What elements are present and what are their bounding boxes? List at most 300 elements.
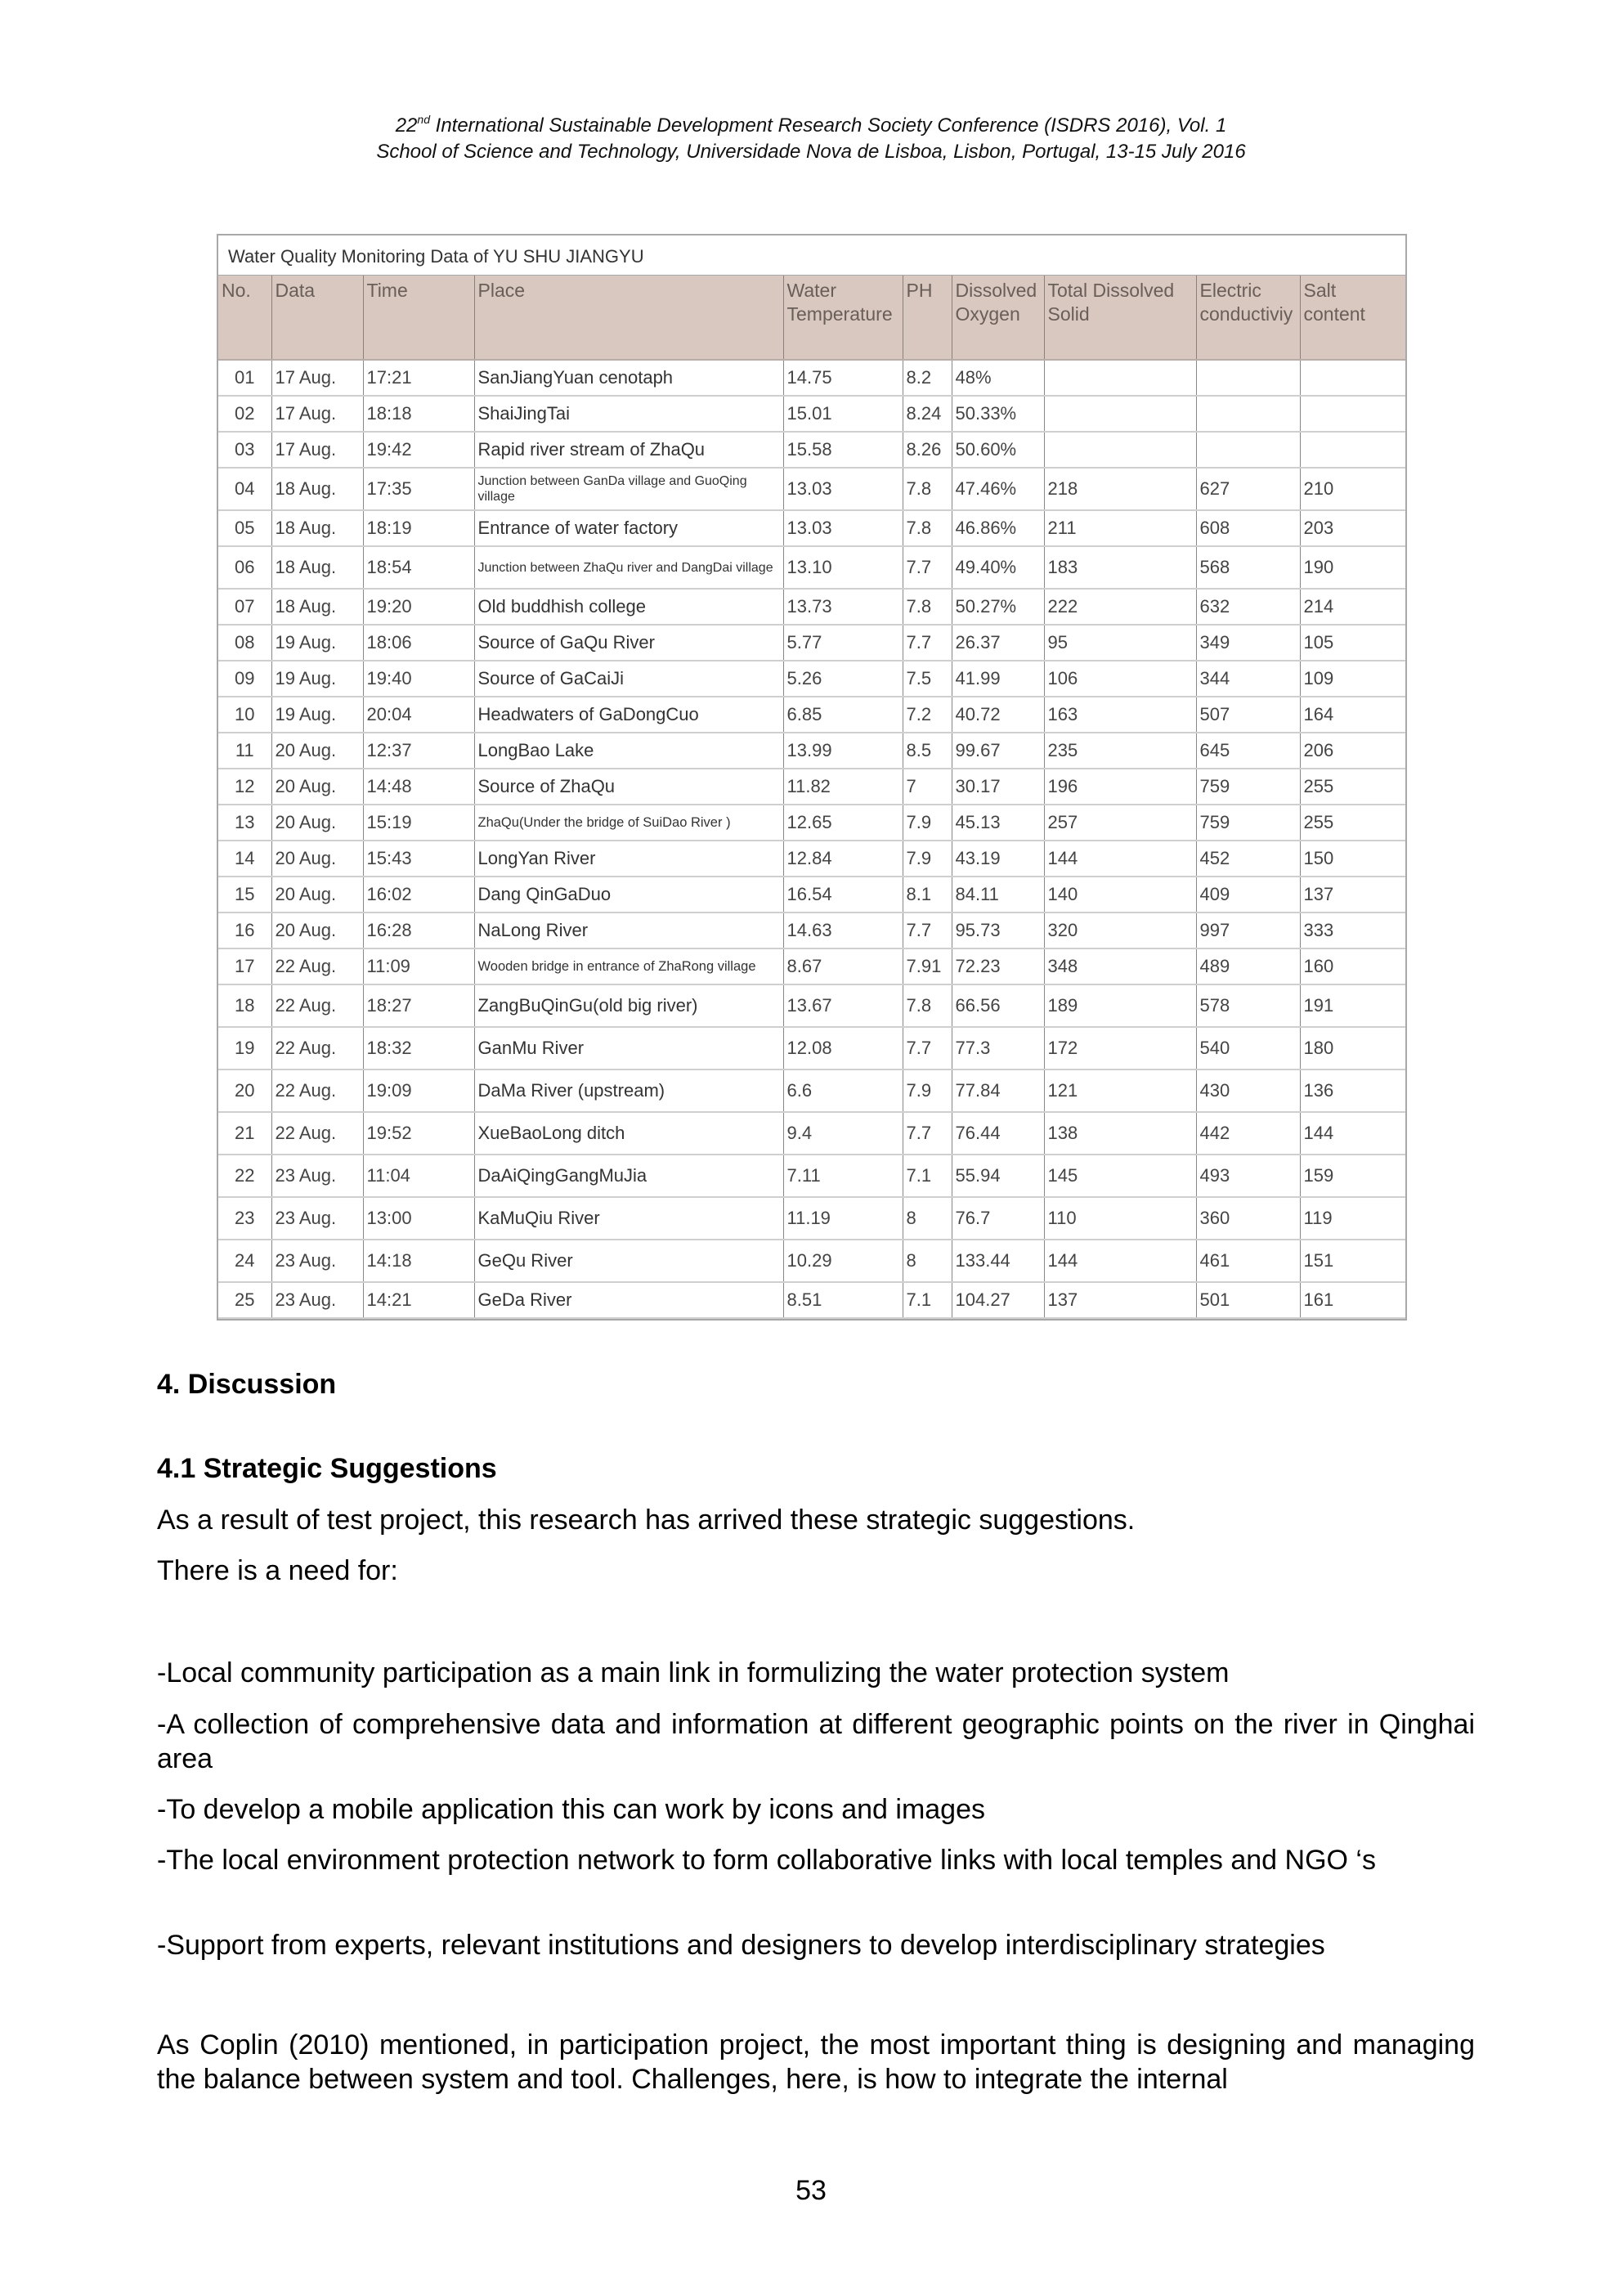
cell-ph: 7.8 (903, 589, 952, 625)
cell-salt-content: 210 (1300, 468, 1405, 510)
cell-no: 15 (218, 877, 271, 913)
cell-total-dissolved-solid: 211 (1044, 510, 1196, 546)
cell-electric-conductivity: 759 (1196, 805, 1300, 841)
cell-electric-conductivity: 360 (1196, 1197, 1300, 1240)
page-number: 53 (795, 2175, 827, 2206)
cell-no: 24 (218, 1240, 271, 1282)
cell-ph: 7.8 (903, 510, 952, 546)
cell-salt-content: 160 (1300, 948, 1405, 984)
table-row (218, 1070, 1405, 1112)
cell-salt-content: 203 (1300, 510, 1405, 546)
cell-electric-conductivity: 568 (1196, 546, 1300, 589)
cell-water-temperature: 15.58 (783, 432, 903, 468)
cell-water-temperature: 16.54 (783, 877, 903, 913)
cell-ph: 7.91 (903, 948, 952, 984)
cell-dissolved-oxygen: 84.11 (952, 877, 1044, 913)
cell-total-dissolved-solid: 121 (1044, 1070, 1196, 1112)
cell-ph: 8.26 (903, 432, 952, 468)
cell-no: 13 (218, 805, 271, 841)
cell-place: Dang QinGaDuo (474, 877, 783, 913)
cell-salt-content: 151 (1300, 1240, 1405, 1282)
cell-ph: 7.9 (903, 1070, 952, 1112)
cell-total-dissolved-solid: 144 (1044, 841, 1196, 877)
cell-water-temperature: 13.03 (783, 468, 903, 510)
cell-electric-conductivity: 493 (1196, 1155, 1300, 1197)
cell-water-temperature: 6.85 (783, 697, 903, 733)
cell-place: Junction between ZhaQu river and DangDai village (474, 546, 783, 589)
cell-no: 06 (218, 546, 271, 589)
cell-dissolved-oxygen: 49.40% (952, 546, 1044, 589)
cell-dissolved-oxygen: 77.3 (952, 1027, 1044, 1070)
cell-place: Source of ZhaQu (474, 769, 783, 805)
cell-time: 18:27 (363, 984, 474, 1027)
cell-dissolved-oxygen: 46.86% (952, 510, 1044, 546)
cell-date: 22 Aug. (271, 1070, 363, 1112)
suggestion-item: -To develop a mobile application this can work by icons and images (157, 1794, 985, 1825)
cell-time: 14:18 (363, 1240, 474, 1282)
cell-salt-content (1300, 432, 1405, 468)
cell-ph: 8 (903, 1240, 952, 1282)
table-row (218, 589, 1405, 625)
cell-electric-conductivity: 430 (1196, 1070, 1300, 1112)
cell-water-temperature: 8.51 (783, 1282, 903, 1318)
cell-salt-content: 159 (1300, 1155, 1405, 1197)
cell-water-temperature: 5.26 (783, 661, 903, 697)
cell-electric-conductivity (1196, 360, 1300, 396)
cell-time: 18:18 (363, 396, 474, 432)
cell-electric-conductivity: 461 (1196, 1240, 1300, 1282)
cell-water-temperature: 10.29 (783, 1240, 903, 1282)
table-row (218, 1027, 1405, 1070)
cell-time: 18:19 (363, 510, 474, 546)
cell-dissolved-oxygen: 47.46% (952, 468, 1044, 510)
cell-water-temperature: 8.67 (783, 948, 903, 984)
cell-water-temperature: 13.10 (783, 546, 903, 589)
cell-place: KaMuQiu River (474, 1197, 783, 1240)
table-row (218, 432, 1405, 468)
cell-dissolved-oxygen: 50.27% (952, 589, 1044, 625)
cell-ph: 7.8 (903, 468, 952, 510)
table-row (218, 805, 1405, 841)
cell-salt-content: 161 (1300, 1282, 1405, 1318)
cell-salt-content: 180 (1300, 1027, 1405, 1070)
lead-paragraph: There is a need for: (157, 1555, 398, 1586)
cell-place: GanMu River (474, 1027, 783, 1070)
table-row (218, 396, 1405, 432)
column-header-no: No. (218, 276, 271, 360)
cell-date: 23 Aug. (271, 1197, 363, 1240)
cell-water-temperature: 14.63 (783, 913, 903, 948)
cell-dissolved-oxygen: 26.37 (952, 625, 1044, 661)
cell-total-dissolved-solid: 145 (1044, 1155, 1196, 1197)
cell-water-temperature: 12.08 (783, 1027, 903, 1070)
cell-time: 16:28 (363, 913, 474, 948)
cell-total-dissolved-solid: 183 (1044, 546, 1196, 589)
table-row (218, 948, 1405, 984)
cell-place: NaLong River (474, 913, 783, 948)
cell-no: 04 (218, 468, 271, 510)
column-header-ph: PH (903, 276, 952, 360)
cell-dissolved-oxygen: 43.19 (952, 841, 1044, 877)
cell-ph: 7 (903, 769, 952, 805)
cell-place: Old buddhish college (474, 589, 783, 625)
cell-ph: 7.9 (903, 805, 952, 841)
cell-date: 18 Aug. (271, 589, 363, 625)
cell-total-dissolved-solid: 138 (1044, 1112, 1196, 1155)
table-row (218, 510, 1405, 546)
water-quality-table (218, 276, 1405, 1319)
column-header-salt-content: Salt content (1300, 276, 1405, 360)
cell-place: LongBao Lake (474, 733, 783, 769)
table-row (218, 625, 1405, 661)
cell-ph: 8.24 (903, 396, 952, 432)
cell-ph: 8.1 (903, 877, 952, 913)
cell-no: 22 (218, 1155, 271, 1197)
column-header-total-dissolved-solid: Total Dissolved Solid (1044, 276, 1196, 360)
cell-dissolved-oxygen: 133.44 (952, 1240, 1044, 1282)
cell-dissolved-oxygen: 104.27 (952, 1282, 1044, 1318)
running-header-line-1: 22nd International Sustainable Development Research Society Conference (ISDRS 2016), Vol. 1 (395, 113, 1227, 137)
cell-place: LongYan River (474, 841, 783, 877)
cell-water-temperature: 9.4 (783, 1112, 903, 1155)
cell-water-temperature: 6.6 (783, 1070, 903, 1112)
cell-ph: 8.5 (903, 733, 952, 769)
cell-ph: 7.2 (903, 697, 952, 733)
cell-no: 17 (218, 948, 271, 984)
cell-time: 19:52 (363, 1112, 474, 1155)
cell-place: Wooden bridge in entrance of ZhaRong village (474, 948, 783, 984)
cell-total-dissolved-solid: 95 (1044, 625, 1196, 661)
cell-ph: 8 (903, 1197, 952, 1240)
cell-dissolved-oxygen: 72.23 (952, 948, 1044, 984)
cell-water-temperature: 7.11 (783, 1155, 903, 1197)
cell-dissolved-oxygen: 55.94 (952, 1155, 1044, 1197)
cell-salt-content: 191 (1300, 984, 1405, 1027)
cell-electric-conductivity: 759 (1196, 769, 1300, 805)
cell-date: 22 Aug. (271, 1027, 363, 1070)
cell-electric-conductivity: 507 (1196, 697, 1300, 733)
table-body (218, 360, 1405, 1318)
table-row (218, 913, 1405, 948)
cell-salt-content: 164 (1300, 697, 1405, 733)
cell-no: 12 (218, 769, 271, 805)
table-row (218, 769, 1405, 805)
cell-place: XueBaoLong ditch (474, 1112, 783, 1155)
cell-place: Source of GaCaiJi (474, 661, 783, 697)
cell-time: 18:54 (363, 546, 474, 589)
cell-water-temperature: 11.19 (783, 1197, 903, 1240)
cell-water-temperature: 11.82 (783, 769, 903, 805)
cell-no: 16 (218, 913, 271, 948)
cell-date: 22 Aug. (271, 948, 363, 984)
cell-place: GeDa River (474, 1282, 783, 1318)
cell-date: 20 Aug. (271, 913, 363, 948)
cell-date: 18 Aug. (271, 468, 363, 510)
cell-total-dissolved-solid (1044, 360, 1196, 396)
cell-date: 19 Aug. (271, 625, 363, 661)
cell-time: 18:32 (363, 1027, 474, 1070)
cell-date: 20 Aug. (271, 733, 363, 769)
cell-water-temperature: 12.65 (783, 805, 903, 841)
cell-dissolved-oxygen: 48% (952, 360, 1044, 396)
cell-ph: 8.2 (903, 360, 952, 396)
cell-total-dissolved-solid: 218 (1044, 468, 1196, 510)
cell-water-temperature: 13.99 (783, 733, 903, 769)
cell-salt-content: 136 (1300, 1070, 1405, 1112)
cell-salt-content: 144 (1300, 1112, 1405, 1155)
cell-ph: 7.7 (903, 1112, 952, 1155)
cell-dissolved-oxygen: 99.67 (952, 733, 1044, 769)
cell-total-dissolved-solid: 222 (1044, 589, 1196, 625)
cell-ph: 7.7 (903, 546, 952, 589)
cell-place: GeQu River (474, 1240, 783, 1282)
cell-water-temperature: 15.01 (783, 396, 903, 432)
intro-paragraph: As a result of test project, this research has arrived these strategic suggestions. (157, 1505, 1136, 1536)
closing-paragraph: As Coplin (2010) mentioned, in participation project, the most important thing is designing and managing the balance between system and tool. Challenges, here, is how to integrate the internal (157, 2029, 1475, 2095)
cell-salt-content: 105 (1300, 625, 1405, 661)
cell-place: ShaiJingTai (474, 396, 783, 432)
cell-date: 19 Aug. (271, 697, 363, 733)
cell-date: 19 Aug. (271, 661, 363, 697)
suggestion-item: -A collection of comprehensive data and information at different geographic points on the river in Qinghai area (157, 1709, 1475, 1774)
cell-time: 11:04 (363, 1155, 474, 1197)
cell-no: 21 (218, 1112, 271, 1155)
cell-ph: 7.1 (903, 1282, 952, 1318)
cell-total-dissolved-solid: 235 (1044, 733, 1196, 769)
cell-electric-conductivity: 645 (1196, 733, 1300, 769)
cell-no: 08 (218, 625, 271, 661)
cell-no: 07 (218, 589, 271, 625)
cell-place: Entrance of water factory (474, 510, 783, 546)
cell-time: 20:04 (363, 697, 474, 733)
cell-salt-content: 206 (1300, 733, 1405, 769)
cell-place: DaMa River (upstream) (474, 1070, 783, 1112)
cell-date: 20 Aug. (271, 877, 363, 913)
cell-water-temperature: 14.75 (783, 360, 903, 396)
cell-ph: 7.8 (903, 984, 952, 1027)
cell-water-temperature: 13.03 (783, 510, 903, 546)
cell-place: SanJiangYuan cenotaph (474, 360, 783, 396)
cell-dissolved-oxygen: 45.13 (952, 805, 1044, 841)
cell-no: 14 (218, 841, 271, 877)
cell-electric-conductivity: 409 (1196, 877, 1300, 913)
cell-electric-conductivity: 344 (1196, 661, 1300, 697)
cell-dissolved-oxygen: 77.84 (952, 1070, 1044, 1112)
cell-salt-content: 255 (1300, 805, 1405, 841)
table-row (218, 468, 1405, 510)
cell-water-temperature: 13.73 (783, 589, 903, 625)
cell-electric-conductivity: 627 (1196, 468, 1300, 510)
cell-total-dissolved-solid: 137 (1044, 1282, 1196, 1318)
cell-salt-content: 214 (1300, 589, 1405, 625)
cell-date: 20 Aug. (271, 769, 363, 805)
cell-place: ZhaQu(Under the bridge of SuiDao River ) (474, 805, 783, 841)
table-caption: Water Quality Monitoring Data of YU SHU JIANGYU (218, 235, 1405, 276)
cell-date: 22 Aug. (271, 984, 363, 1027)
cell-time: 12:37 (363, 733, 474, 769)
cell-salt-content: 255 (1300, 769, 1405, 805)
cell-no: 03 (218, 432, 271, 468)
cell-time: 13:00 (363, 1197, 474, 1240)
table-header-row (218, 276, 1405, 360)
cell-dissolved-oxygen: 41.99 (952, 661, 1044, 697)
table-row (218, 984, 1405, 1027)
cell-dissolved-oxygen: 95.73 (952, 913, 1044, 948)
cell-time: 17:21 (363, 360, 474, 396)
table-row (218, 1240, 1405, 1282)
cell-salt-content: 150 (1300, 841, 1405, 877)
cell-dissolved-oxygen: 76.44 (952, 1112, 1044, 1155)
cell-total-dissolved-solid: 320 (1044, 913, 1196, 948)
cell-dissolved-oxygen: 50.60% (952, 432, 1044, 468)
column-header-date: Data (271, 276, 363, 360)
cell-electric-conductivity: 501 (1196, 1282, 1300, 1318)
cell-time: 19:40 (363, 661, 474, 697)
cell-water-temperature: 13.67 (783, 984, 903, 1027)
cell-date: 20 Aug. (271, 805, 363, 841)
cell-time: 17:35 (363, 468, 474, 510)
cell-no: 25 (218, 1282, 271, 1318)
column-header-dissolved-oxygen: Dissolved Oxygen (952, 276, 1044, 360)
cell-date: 17 Aug. (271, 360, 363, 396)
cell-electric-conductivity: 540 (1196, 1027, 1300, 1070)
table-row (218, 546, 1405, 589)
table-row (218, 1197, 1405, 1240)
suggestion-item: -The local environment protection network to form collaborative links with local temples and NGO ‘s (157, 1845, 1376, 1876)
cell-date: 18 Aug. (271, 546, 363, 589)
suggestion-item: -Support from experts, relevant institutions and designers to develop interdisciplinary strategies (157, 1930, 1325, 1961)
cell-electric-conductivity: 578 (1196, 984, 1300, 1027)
cell-place: Source of GaQu River (474, 625, 783, 661)
cell-salt-content: 137 (1300, 877, 1405, 913)
cell-water-temperature: 12.84 (783, 841, 903, 877)
cell-total-dissolved-solid: 163 (1044, 697, 1196, 733)
cell-no: 20 (218, 1070, 271, 1112)
water-quality-table-figure (217, 234, 1407, 1321)
running-header-line-2: School of Science and Technology, Universidade Nova de Lisboa, Lisbon, Portugal, 13-15 July 2016 (376, 141, 1246, 163)
cell-date: 23 Aug. (271, 1282, 363, 1318)
cell-date: 22 Aug. (271, 1112, 363, 1155)
cell-no: 19 (218, 1027, 271, 1070)
cell-total-dissolved-solid: 106 (1044, 661, 1196, 697)
cell-total-dissolved-solid: 144 (1044, 1240, 1196, 1282)
cell-no: 10 (218, 697, 271, 733)
cell-place: Junction between GanDa village and GuoQing village (474, 468, 783, 510)
cell-time: 19:20 (363, 589, 474, 625)
cell-no: 23 (218, 1197, 271, 1240)
cell-total-dissolved-solid: 257 (1044, 805, 1196, 841)
cell-electric-conductivity: 442 (1196, 1112, 1300, 1155)
cell-time: 14:21 (363, 1282, 474, 1318)
cell-electric-conductivity: 632 (1196, 589, 1300, 625)
cell-dissolved-oxygen: 30.17 (952, 769, 1044, 805)
cell-date: 23 Aug. (271, 1155, 363, 1197)
cell-time: 15:43 (363, 841, 474, 877)
cell-no: 18 (218, 984, 271, 1027)
cell-time: 19:42 (363, 432, 474, 468)
table-row (218, 1112, 1405, 1155)
table-row (218, 733, 1405, 769)
cell-date: 23 Aug. (271, 1240, 363, 1282)
cell-electric-conductivity (1196, 432, 1300, 468)
cell-total-dissolved-solid: 172 (1044, 1027, 1196, 1070)
cell-place: DaAiQingGangMuJia (474, 1155, 783, 1197)
cell-electric-conductivity: 349 (1196, 625, 1300, 661)
cell-no: 09 (218, 661, 271, 697)
cell-time: 11:09 (363, 948, 474, 984)
cell-place: ZangBuQinGu(old big river) (474, 984, 783, 1027)
running-header (0, 113, 1622, 165)
cell-no: 11 (218, 733, 271, 769)
cell-date: 17 Aug. (271, 432, 363, 468)
cell-time: 19:09 (363, 1070, 474, 1112)
section-heading: 4. Discussion (157, 1369, 337, 1400)
cell-no: 01 (218, 360, 271, 396)
cell-electric-conductivity: 452 (1196, 841, 1300, 877)
subsection-heading: 4.1 Strategic Suggestions (157, 1453, 497, 1484)
cell-place: Rapid river stream of ZhaQu (474, 432, 783, 468)
cell-salt-content: 190 (1300, 546, 1405, 589)
cell-salt-content: 119 (1300, 1197, 1405, 1240)
column-header-water-temperature: Water Temperature (783, 276, 903, 360)
cell-total-dissolved-solid: 348 (1044, 948, 1196, 984)
cell-no: 02 (218, 396, 271, 432)
cell-ph: 7.5 (903, 661, 952, 697)
cell-date: 17 Aug. (271, 396, 363, 432)
table-row (218, 841, 1405, 877)
cell-ph: 7.1 (903, 1155, 952, 1197)
cell-ph: 7.7 (903, 1027, 952, 1070)
cell-electric-conductivity: 608 (1196, 510, 1300, 546)
cell-dissolved-oxygen: 40.72 (952, 697, 1044, 733)
cell-ph: 7.7 (903, 913, 952, 948)
cell-salt-content (1300, 360, 1405, 396)
cell-dissolved-oxygen: 66.56 (952, 984, 1044, 1027)
cell-total-dissolved-solid (1044, 432, 1196, 468)
table-row (218, 1155, 1405, 1197)
table-row (218, 360, 1405, 396)
cell-salt-content (1300, 396, 1405, 432)
cell-date: 20 Aug. (271, 841, 363, 877)
cell-dissolved-oxygen: 76.7 (952, 1197, 1044, 1240)
table-row (218, 661, 1405, 697)
cell-water-temperature: 5.77 (783, 625, 903, 661)
cell-electric-conductivity (1196, 396, 1300, 432)
cell-total-dissolved-solid: 110 (1044, 1197, 1196, 1240)
table-row (218, 697, 1405, 733)
cell-salt-content: 333 (1300, 913, 1405, 948)
cell-date: 18 Aug. (271, 510, 363, 546)
cell-ph: 7.9 (903, 841, 952, 877)
column-header-place: Place (474, 276, 783, 360)
cell-time: 15:19 (363, 805, 474, 841)
column-header-time: Time (363, 276, 474, 360)
cell-time: 16:02 (363, 877, 474, 913)
table-row (218, 1282, 1405, 1318)
cell-total-dissolved-solid (1044, 396, 1196, 432)
cell-total-dissolved-solid: 140 (1044, 877, 1196, 913)
cell-dissolved-oxygen: 50.33% (952, 396, 1044, 432)
cell-time: 18:06 (363, 625, 474, 661)
cell-total-dissolved-solid: 196 (1044, 769, 1196, 805)
table-row (218, 877, 1405, 913)
cell-place: Headwaters of GaDongCuo (474, 697, 783, 733)
cell-no: 05 (218, 510, 271, 546)
cell-total-dissolved-solid: 189 (1044, 984, 1196, 1027)
cell-time: 14:48 (363, 769, 474, 805)
column-header-electric-conductivity: Electric conductiviy (1196, 276, 1300, 360)
cell-electric-conductivity: 997 (1196, 913, 1300, 948)
